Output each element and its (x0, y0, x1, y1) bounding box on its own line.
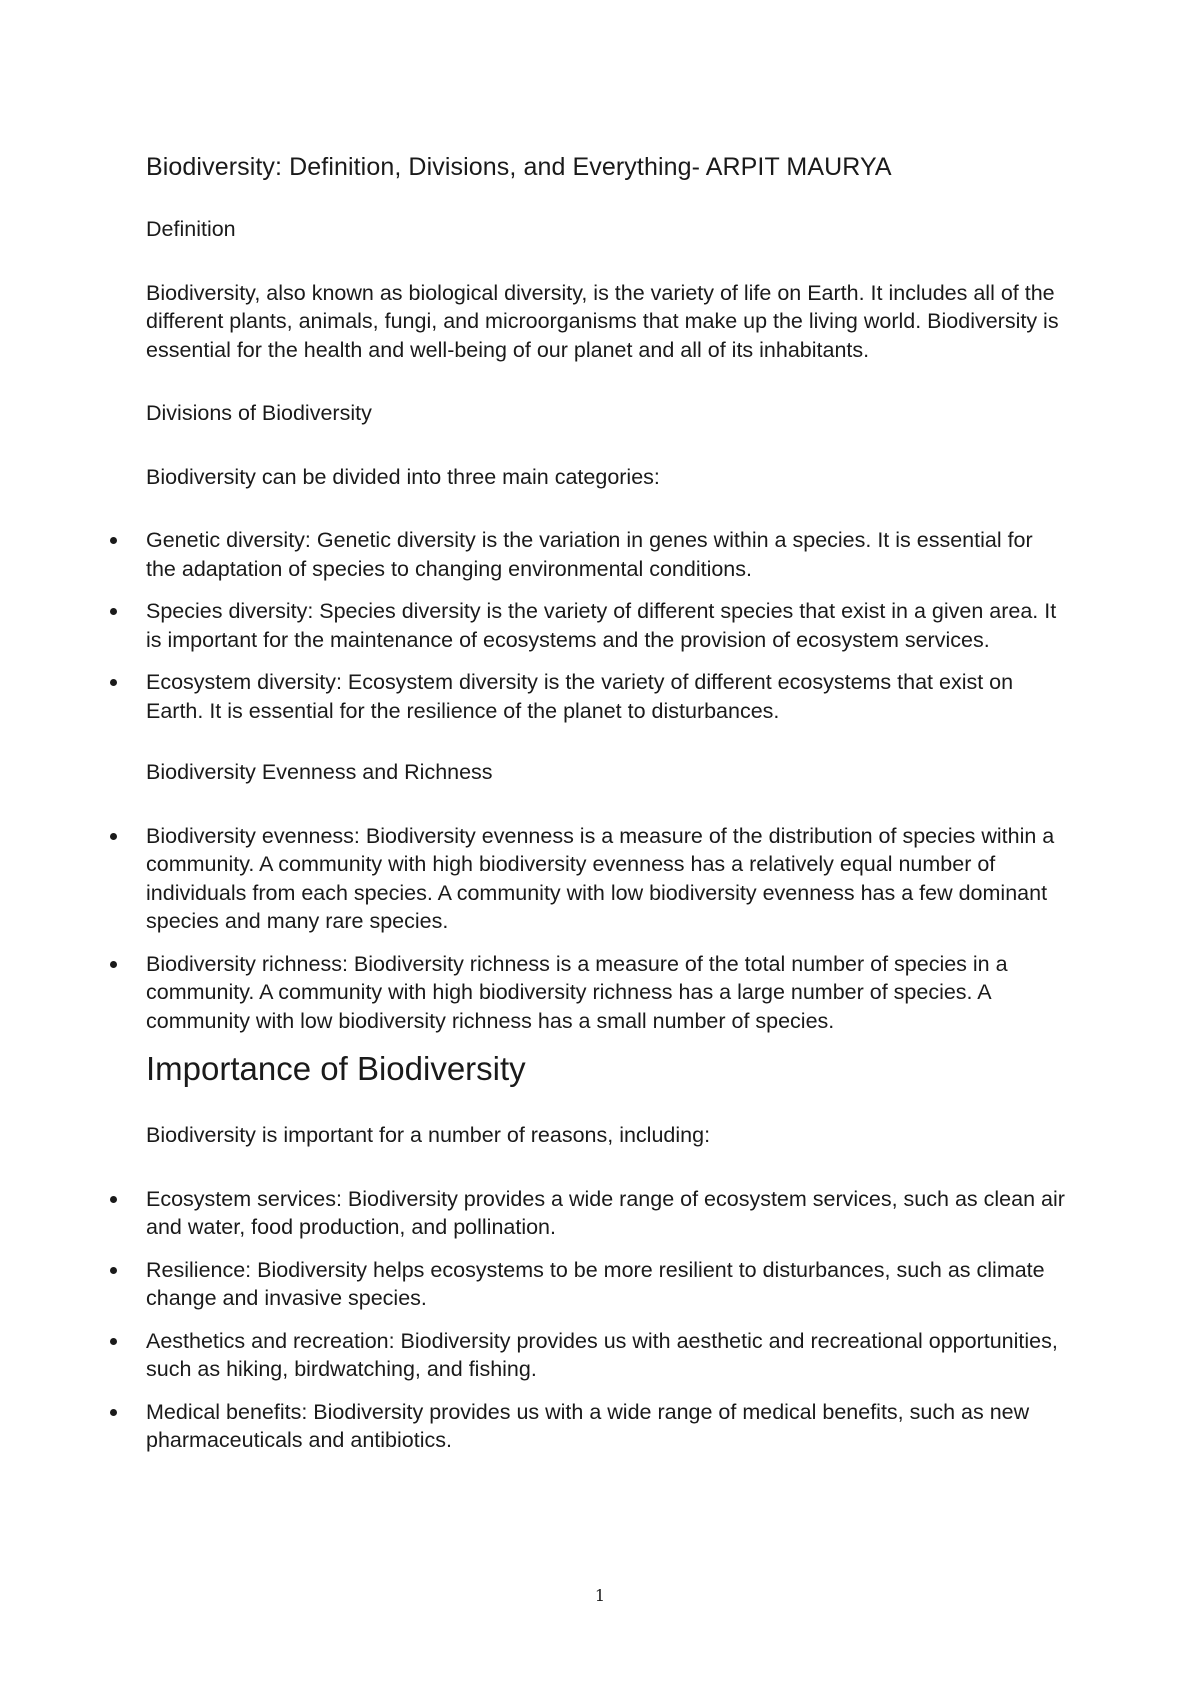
paragraph-divisions-intro: Biodiversity can be divided into three main categories: (146, 464, 660, 489)
list-item (146, 526, 1066, 583)
list-item (146, 1327, 1066, 1384)
bullet-icon (110, 608, 117, 615)
bullet-icon (110, 1338, 117, 1345)
list-item-text: Aesthetics and recreation: Biodiversity provides us with aesthetic and recreational opportunities, such as hiking, birdwatching, and fishing. (146, 1328, 1058, 1381)
list-item (146, 950, 1066, 1036)
paragraph-definition: Biodiversity, also known as biological diversity, is the variety of life on Earth. It includes all of the different plants, animals, fungi, and microorganisms that make up the living world. Biodiversity is essential for the health and well-being of our planet and all of its inhabitants. (146, 280, 1059, 362)
section-heading-divisions: Divisions of Biodiversity (146, 401, 372, 425)
bullet-icon (110, 1196, 117, 1203)
list-item-text: Ecosystem services: Biodiversity provides a wide range of ecosystem services, such as clean air and water, food production, and pollination. (146, 1186, 1065, 1239)
bullet-icon (110, 1409, 117, 1416)
list-item-text: Medical benefits: Biodiversity provides us with a wide range of medical benefits, such as new pharmaceuticals and antibiotics. (146, 1399, 1030, 1452)
section-heading-importance: Importance of Biodiversity (146, 1050, 526, 1087)
bullet-icon (110, 679, 117, 686)
list-item-text: Biodiversity evenness: Biodiversity evenness is a measure of the distribution of species within a community. A community with high biodiversity evenness has a relatively equal number of individuals from each species. A community with low biodiversity evenness has a few dominant species and many rare species. (146, 823, 1055, 933)
list-importance (146, 1185, 1066, 1455)
bullet-icon (110, 1267, 117, 1274)
list-item-text: Resilience: Biodiversity helps ecosystems to be more resilient to disturbances, such as climate change and invasive species. (146, 1257, 1045, 1310)
page-number: 1 (594, 1586, 606, 1605)
list-item (146, 668, 1066, 725)
list-item (146, 1398, 1066, 1455)
list-item (146, 1185, 1066, 1242)
list-item (146, 597, 1066, 654)
list-item-text: Genetic diversity: Genetic diversity is the variation in genes within a species. It is essential for the adaptation of species to changing environmental conditions. (146, 528, 1033, 581)
paragraph-importance-intro: Biodiversity is important for a number of reasons, including: (146, 1123, 711, 1147)
list-item-text: Species diversity: Species diversity is the variety of different species that exist in a given area. It is important for the maintenance of ecosystems and the provision of ecosystem services. (146, 599, 1057, 652)
list-evenness (146, 822, 1066, 1036)
section-heading-evenness: Biodiversity Evenness and Richness (146, 760, 493, 784)
document-title: Biodiversity: Definition, Divisions, and Everything- ARPIT MAURYA (146, 153, 892, 181)
section-heading-definition: Definition (146, 217, 236, 241)
list-divisions (146, 526, 1066, 725)
list-item (146, 822, 1066, 936)
list-item (146, 1256, 1066, 1313)
document-body (146, 152, 1066, 1488)
bullet-icon (110, 833, 117, 840)
bullet-icon (110, 537, 117, 544)
bullet-icon (110, 961, 117, 968)
list-item-text: Ecosystem diversity: Ecosystem diversity is the variety of different ecosystems that exist on Earth. It is essential for the resilience of the planet to disturbances. (146, 670, 1014, 723)
list-item-text: Biodiversity richness: Biodiversity richness is a measure of the total number of species in a community. A community with high biodiversity richness has a large number of species. A community with low biodiversity richness has a small number of species. (146, 951, 1008, 1033)
